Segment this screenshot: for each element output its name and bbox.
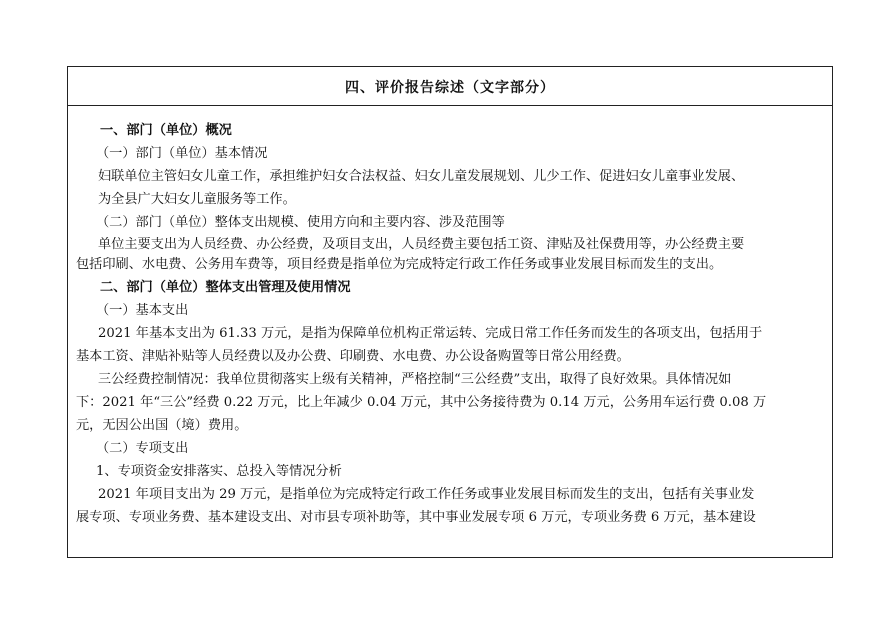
paragraph-line: 包括印刷、水电费、公务用车费等，项目经费是指单位为完成特定行政工作任务或事业发展目标而发生的支出。 <box>76 257 723 272</box>
title-divider <box>68 105 832 106</box>
section-heading-1: 一、部门（单位）概况 <box>100 123 232 138</box>
paragraph-line: 基本工资、津贴补贴等人员经费以及办公费、印刷费、水电费、办公设备购置等日常公用经费。 <box>76 349 630 364</box>
paragraph-line: 元，无因公出国（境）费用。 <box>76 418 248 433</box>
subsection-heading-1-2: （二）部门（单位）整体支出规模、使用方向和主要内容、涉及范围等 <box>96 215 505 230</box>
paragraph-line: 展专项、专项业务费、基本建设支出、对市县专项补助等，其中事业发展专项 6 万元，专项业务费 6 万元，基本建设 <box>76 510 756 525</box>
report-frame <box>67 66 833 558</box>
report-body <box>76 114 826 529</box>
paragraph-line: 下：2021 年“三公”经费 0.22 万元，比上年减少 0.04 万元，其中公务接待费为 0.14 万元，公务用车运行费 0.08 万 <box>76 395 767 410</box>
paragraph-line: 三公经费控制情况：我单位贯彻落实上级有关精神，严格控制“三公经费”支出，取得了良好效果。具体情况如 <box>98 372 732 387</box>
section-heading-2: 二、部门（单位）整体支出管理及使用情况 <box>100 280 351 295</box>
report-title: 四、评价报告综述（文字部分） <box>345 80 555 96</box>
paragraph-line: 妇联单位主管妇女儿童工作，承担维护妇女合法权益、妇女儿童发展规划、儿少工作、促进妇女儿童事业发展、 <box>98 169 745 184</box>
paragraph-line: 2021 年项目支出为 29 万元，是指单位为完成特定行政工作任务或事业发展目标而发生的支出，包括有关事业发 <box>98 487 755 502</box>
paragraph-line: 2021 年基本支出为 61.33 万元，是指为保障单位机构正常运转、完成日常工作任务而发生的各项支出，包括用于 <box>98 326 763 341</box>
paragraph-line: 单位主要支出为人员经费、办公经费，及项目支出，人员经费主要包括工资、津贴及社保费用等，办公经费主要 <box>98 237 745 252</box>
subsection-heading-2-2: （二）专项支出 <box>96 441 189 456</box>
sub-item-heading: 1、专项资金安排落实、总投入等情况分析 <box>96 464 342 479</box>
paragraph-line: 为全县广大妇女儿童服务等工作。 <box>98 192 296 207</box>
subsection-heading-1-1: （一）部门（单位）基本情况 <box>96 146 268 161</box>
subsection-heading-2-1: （一）基本支出 <box>96 303 189 318</box>
